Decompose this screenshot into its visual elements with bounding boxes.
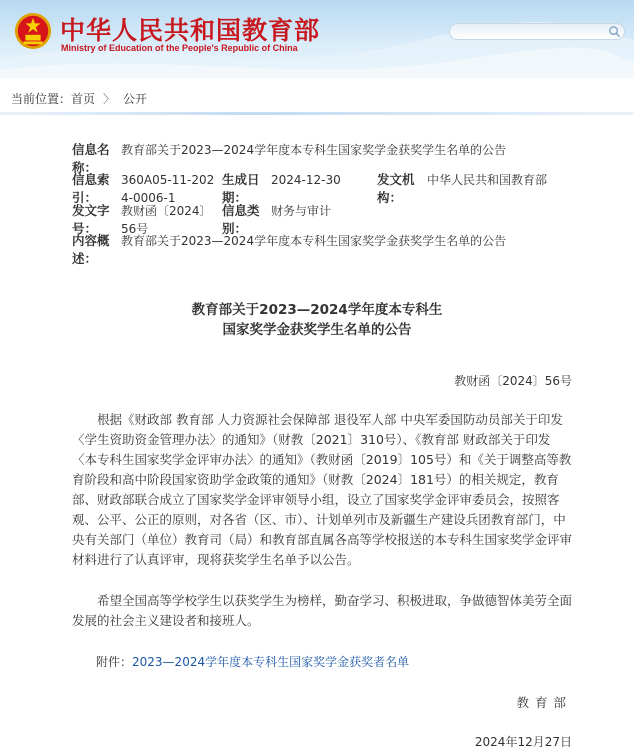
meta-index-value: 360A05-11-2024-0006-1 (121, 173, 215, 205)
meta-index-label: 信息索引： (72, 172, 110, 205)
breadcrumb-separator: 〉 (103, 92, 116, 106)
meta-docno-label: 发文字号： (72, 203, 110, 236)
article-paragraph-1: 根据《财政部 教育部 人力资源社会保障部 退役军人部 中央军委国防动员部关于印发〈学生资助资金管理办法〉的通知》（财教〔2021〕310号）、《教育部 财政部关于印发〈本专科生国家奖学金评审办法〉的通知》（教财函〔2019〕105号）和《关于调整高等教育阶段和高中阶段国家资助学金政策的通知》（财教〔2024〕181号）的相关规定，教育部、财政部联合成立了国家奖学金评审领导小组，设立了国家奖学金评审委员会，按照客观、公平、公正的原则，对各省（区、市）、计划单列市及新疆生产建设兵团教育部门，中央有关部门（单位）教育司（局）和教育部直属各高等学校报送的本专科生国家奖学金评审材料进行了认真评审，现将获奖学生名单予以公告。 (72, 412, 573, 567)
meta-issuer-label: 发文机构： (377, 172, 415, 205)
search-icon[interactable] (608, 25, 621, 38)
meta-docno-value: 教财函〔2024〕56号 (121, 204, 212, 236)
meta-issuer-value: 中华人民共和国教育部 (427, 173, 548, 187)
meta-category-label: 信息类别： (222, 203, 260, 236)
article-paragraph-2: 希望全国高等学校学生以获奖学生为榜样，勤奋学习、积极进取，争做德智体美劳全面发展的社会主义建设者和接班人。 (72, 593, 573, 628)
breadcrumb-home-link[interactable]: 首页 (71, 92, 96, 106)
meta-title-label: 信息名称： (72, 142, 110, 175)
signature-date: 2024年12月27日 (474, 735, 572, 749)
site-subtitle: Ministry of Education of the People's Republic of China (61, 43, 298, 53)
meta-category-value: 财务与审计 (271, 204, 332, 218)
header-divider (0, 112, 634, 115)
attachment-label: 附件： (96, 655, 133, 669)
meta-summary-label: 内容概述： (72, 233, 110, 266)
attachment (96, 653, 409, 670)
site-header (0, 0, 634, 78)
article-doc-number: 教财函〔2024〕56号 (454, 374, 572, 388)
meta-title-value: 教育部关于2023—2024学年度本专科生国家奖学金获奖学生名单的公告 (121, 143, 507, 157)
breadcrumb-public-link[interactable]: 公开 (123, 92, 148, 106)
breadcrumb-prefix: 当前位置： (11, 92, 72, 106)
meta-date-value: 2024-12-30 (271, 173, 341, 187)
meta-summary-value: 教育部关于2023—2024学年度本专科生国家奖学金获奖学生名单的公告 (121, 234, 507, 248)
attachment-link[interactable]: 2023—2024学年度本专科生国家奖学金获奖者名单 (132, 655, 410, 669)
meta-date-label: 生成日期： (222, 172, 260, 205)
article-title-line1: 教育部关于2023—2024学年度本专科生 (191, 302, 443, 318)
article-title-line2: 国家奖学金获奖学生名单的公告 (222, 322, 412, 338)
national-emblem-icon[interactable] (14, 12, 52, 50)
breadcrumb (11, 90, 147, 107)
site-title[interactable]: 中华人民共和国教育部 (60, 16, 321, 45)
search-box (449, 23, 625, 40)
signature-org: 教育部 (516, 695, 572, 710)
search-input[interactable] (458, 25, 603, 38)
